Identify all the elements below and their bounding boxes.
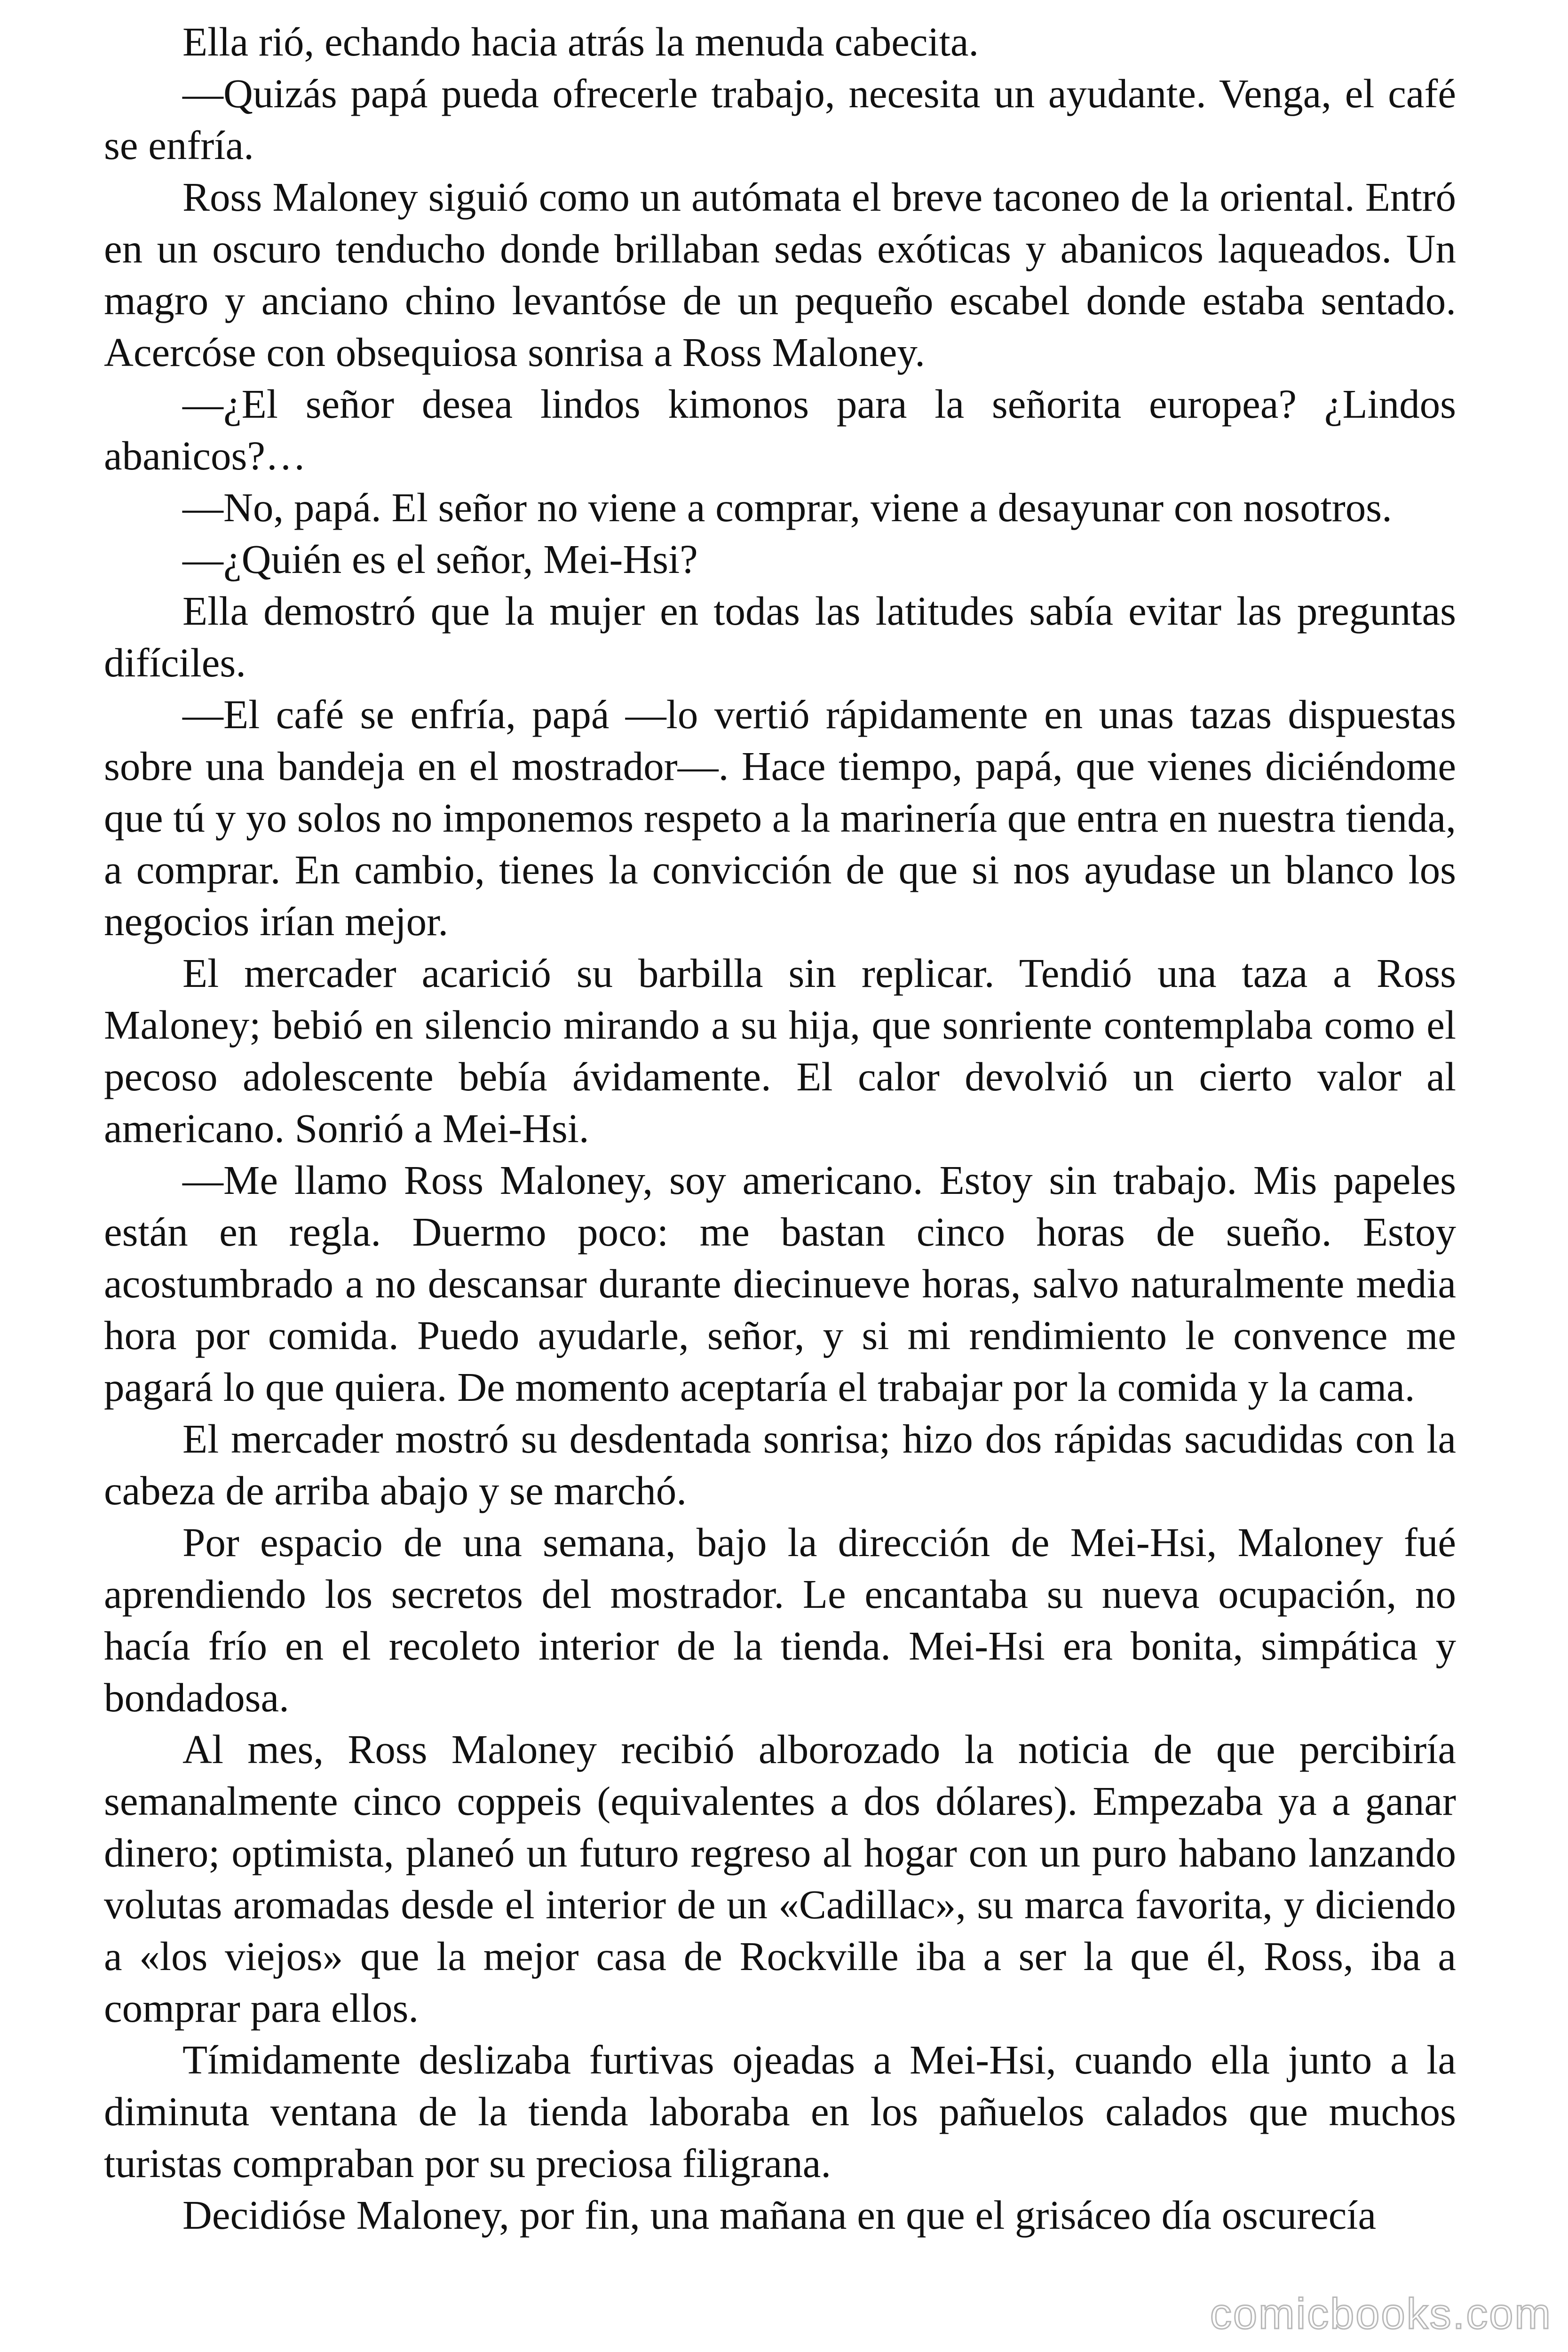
paragraph-12: Por espacio de una semana, bajo la dirección de Mei-Hsi, Maloney fué aprendiendo los secretos del mostrador. Le encantaba su nueva ocupación, no hacía frío en el recoleto interior de la tienda. Mei-Hsi era bonita, simpática y bondadosa. <box>104 1519 1456 1720</box>
body-text <box>104 16 1456 2241</box>
paragraph-5: —No, papá. El señor no viene a comprar, viene a desayunar con nosotros. <box>182 485 1392 530</box>
paragraph-9: El mercader acarició su barbilla sin replicar. Tendió una taza a Ross Maloney; bebió en silencio mirando a su hija, que sonriente contemplaba como el pecoso adolescente bebía ávidamente. El calor devolvió un cierto valor al americano. Sonrió a Mei-Hsi. <box>104 950 1456 1151</box>
paragraph-13: Al mes, Ross Maloney recibió alborozado la noticia de que percibiría semanalmente cinco coppeis (equivalentes a dos dólares). Empezaba ya a ganar dinero; optimista, planeó un futuro regreso al hogar con un puro habano lanzando volutas aromadas desde el interior de un «Cadillac», su marca favorita, y diciendo a «los viejos» que la mejor casa de Rockville iba a ser la que él, Ross, iba a comprar para ellos. <box>104 1726 1456 2031</box>
paragraph-11: El mercader mostró su desdentada sonrisa; hizo dos rápidas sacudidas con la cabeza de arriba abajo y se marchó. <box>104 1416 1456 1513</box>
paragraph-15: Decidióse Maloney, por fin, una mañana en que el grisáceo día oscurecía <box>182 2192 1377 2238</box>
watermark: comicbooks.com <box>1210 2290 1552 2338</box>
paragraph-10: —Me llamo Ross Maloney, soy americano. Estoy sin trabajo. Mis papeles están en regla. Duermo poco: me bastan cinco horas de sueño. Estoy acostumbrado a no descansar durante diecinueve horas, salvo naturalmente media hora por comida. Puedo ayudarle, señor, y si mi rendimiento le convence me pagará lo que quiera. De momento aceptaría el trabajar por la comida y la cama. <box>104 1157 1456 1410</box>
paragraph-2: —Quizás papá pueda ofrecerle trabajo, necesita un ayudante. Venga, el café se enfría. <box>104 71 1456 168</box>
paragraph-14: Tímidamente deslizaba furtivas ojeadas a Mei-Hsi, cuando ella junto a la diminuta ventana de la tienda laboraba en los pañuelos calados que muchos turistas compraban por su preciosa filigrana. <box>104 2037 1456 2186</box>
paragraph-3: Ross Maloney siguió como un autómata el breve taconeo de la oriental. Entró en un oscuro tenducho donde brillaban sedas exóticas y abanicos laqueados. Un magro y anciano chino levantóse de un pequeño escabel donde estaba sentado. Acercóse con obsequiosa sonrisa a Ross Maloney. <box>104 174 1456 375</box>
paragraph-4: —¿El señor desea lindos kimonos para la señorita europea? ¿Lindos abanicos?… <box>104 381 1456 478</box>
paragraph-1: Ella rió, echando hacia atrás la menuda cabecita. <box>182 19 979 64</box>
paragraph-8: —El café se enfría, papá —lo vertió rápidamente en unas tazas dispuestas sobre una bandeja en el mostrador—. Hace tiempo, papá, que vienes diciéndome que tú y yo solos no imponemos respeto a la marinería que entra en nuestra tienda, a comprar. En cambio, tienes la convicción de que si nos ayudase un blanco los negocios irían mejor. <box>104 691 1456 944</box>
paragraph-7: Ella demostró que la mujer en todas las latitudes sabía evitar las preguntas difíciles. <box>104 588 1456 685</box>
paragraph-6: —¿Quién es el señor, Mei-Hsi? <box>182 536 698 582</box>
